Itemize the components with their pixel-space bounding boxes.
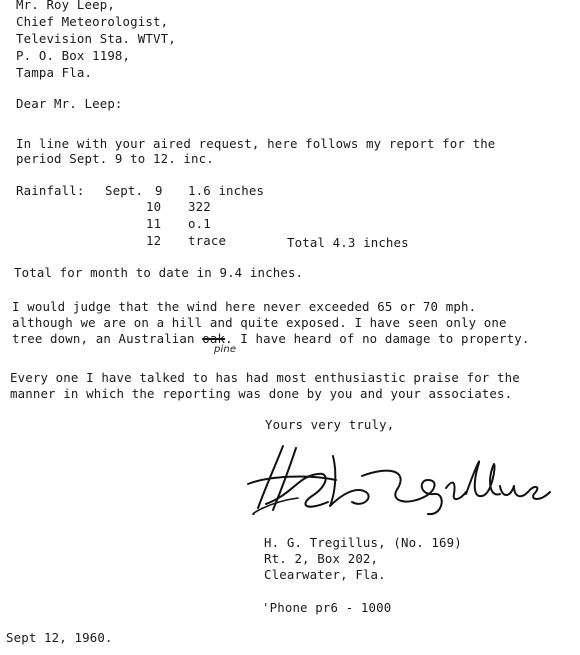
struck-word: oak xyxy=(202,331,226,346)
rainfall-amount: o.1 xyxy=(188,216,211,231)
letter-date: Sept 12, 1960. xyxy=(6,630,113,645)
wind-line-end: . I have heard of no damage to property. xyxy=(225,331,530,346)
salutation: Dear Mr. Leep: xyxy=(16,96,123,111)
sender-line: Rt. 2, Box 202, xyxy=(264,551,379,566)
rainfall-total: Total 4.3 inches xyxy=(287,235,409,250)
wind-line: although we are on a hill and quite exposed. I have seen only one xyxy=(12,315,507,330)
rainfall-amount: 1.6 inches xyxy=(188,183,265,198)
address-line: Television Sta. WTVT, xyxy=(16,31,176,46)
closing: Yours very truly, xyxy=(265,417,395,432)
rainfall-label: Rainfall: xyxy=(16,183,85,198)
praise-line: Every one I have talked to has had most enthusiastic praise for the xyxy=(10,370,520,385)
sender-line: Clearwater, Fla. xyxy=(264,567,386,582)
rainfall-day: 9 xyxy=(155,183,163,198)
wind-line: I would judge that the wind here never exceeded 65 or 70 mph. xyxy=(12,299,477,314)
rainfall-amount: 322 xyxy=(188,199,211,214)
rainfall-day: 11 xyxy=(146,216,162,231)
rainfall-day: 12 xyxy=(146,233,162,248)
intro-line: period Sept. 9 to 12. inc. xyxy=(16,151,214,166)
wind-line xyxy=(12,331,530,347)
wind-line-start: tree down, an Australian xyxy=(12,331,203,346)
address-line: P. O. Box 1198, xyxy=(16,48,131,63)
praise-line: manner in which the reporting was done by you and your associates. xyxy=(10,386,513,401)
phone-number: 'Phone pr6 - 1000 xyxy=(262,600,392,615)
address-line: Mr. Roy Leep, xyxy=(16,0,115,12)
address-line: Tampa Fla. xyxy=(16,65,93,80)
rainfall-day: 10 xyxy=(146,199,162,214)
address-line: Chief Meteorologist, xyxy=(16,14,169,29)
rainfall-month: Sept. xyxy=(105,183,144,198)
rainfall-amount: trace xyxy=(188,233,227,248)
month-total: Total for month to date in 9.4 inches. xyxy=(14,265,304,280)
handwritten-correction: pine xyxy=(214,344,237,355)
sender-line: H. G. Tregillus, (No. 169) xyxy=(264,535,462,550)
signature xyxy=(238,436,558,518)
intro-line: In line with your aired request, here follows my report for the xyxy=(16,136,496,151)
